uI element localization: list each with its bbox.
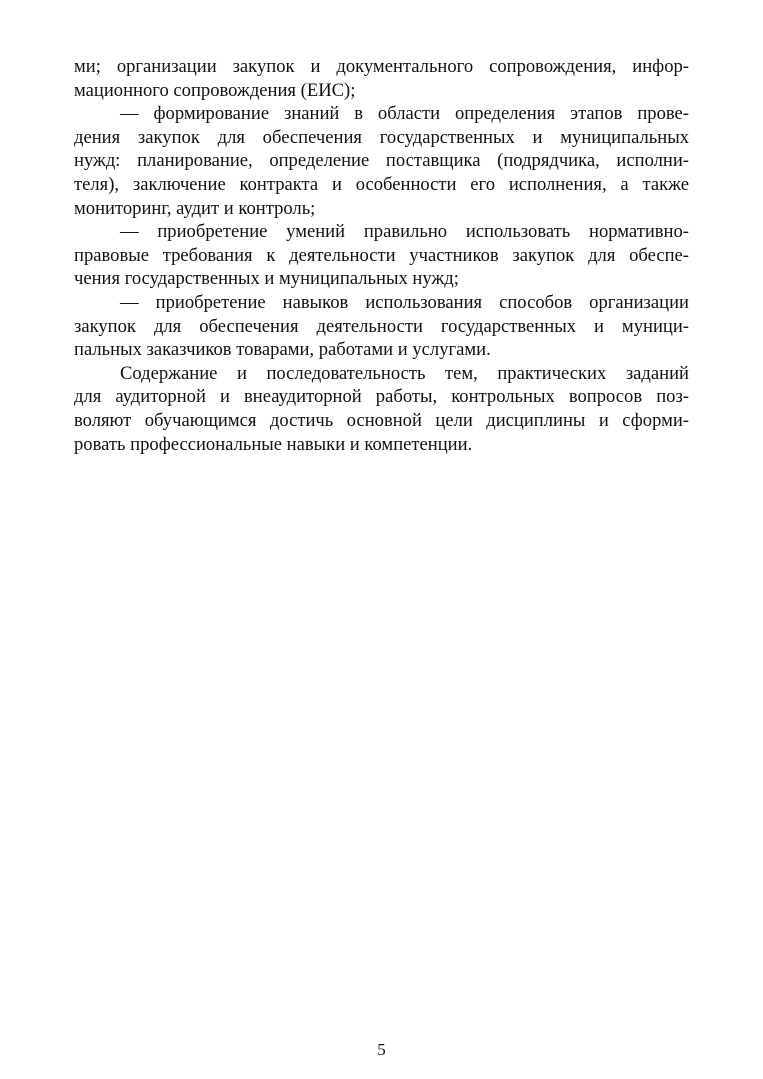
text-line: для аудиторной и внеаудиторной работы, контрольных вопросов поз- — [74, 386, 689, 408]
text-line: мониторинг, аудит и контроль; — [74, 197, 316, 219]
text-line: чения государственных и муниципальных нужд; — [74, 268, 459, 290]
text-line: пальных заказчиков товарами, работами и услугами. — [74, 339, 491, 361]
text-line: теля), заключение контракта и особенности его исполнения, а также — [74, 173, 689, 195]
text-line: дения закупок для обеспечения государственных и муниципальных — [74, 126, 689, 148]
page-number: 5 — [377, 1040, 386, 1059]
text-line: — формирование знаний в области определения этапов прове- — [120, 103, 689, 125]
paragraph-1 — [74, 55, 689, 102]
text-line: Содержание и последовательность тем, практических заданий — [120, 362, 689, 384]
body-text — [74, 55, 689, 456]
text-line: закупок для обеспечения деятельности государственных и муници- — [74, 315, 689, 337]
paragraph-5 — [74, 362, 689, 456]
text-line: нужд: планирование, определение поставщика (подрядчика, исполни- — [74, 150, 689, 172]
text-line: ровать профессиональные навыки и компетенции. — [74, 433, 473, 455]
paragraph-4 — [74, 291, 689, 362]
text-line: — приобретение умений правильно использовать нормативно- — [120, 221, 689, 243]
text-line: мационного сопровождения (ЕИС); — [74, 79, 356, 101]
text-line: правовые требования к деятельности участников закупок для обеспе- — [74, 244, 689, 266]
paragraph-2 — [74, 102, 689, 220]
text-line: воляют обучающимся достичь основной цели дисциплины и сформи- — [74, 409, 689, 431]
paragraph-3 — [74, 220, 689, 291]
text-line: ми; организации закупок и документального сопровождения, инфор- — [74, 56, 689, 77]
text-line: — приобретение навыков использования способов организации — [120, 291, 689, 313]
